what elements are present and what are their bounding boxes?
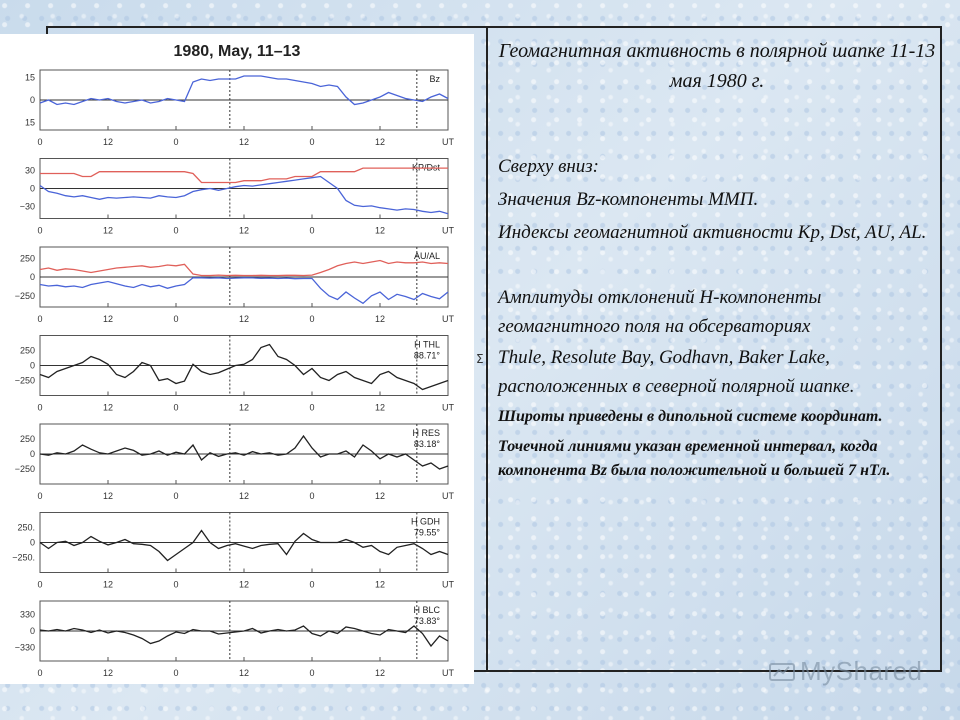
description-item: Точечной линиями указан временной интервал, когда компонента Bz была положительной и большей 7 нТл.: [498, 438, 891, 479]
panel-sublabel: 88.71°: [413, 350, 440, 361]
x-tick-label: 0: [37, 137, 43, 147]
panel-label: H THL: [414, 339, 440, 350]
panel-sublabel: 79.55°: [413, 527, 440, 538]
y-tick-label: 0: [29, 360, 35, 371]
x-tick-label: 12: [238, 314, 250, 324]
x-tick-label: 0: [173, 579, 179, 590]
panel-label: H BLC: [413, 605, 440, 615]
x-tick-label: UT: [442, 491, 454, 501]
description-item: Сверху вниз:: [498, 156, 600, 177]
x-tick-label: 0: [173, 491, 179, 501]
y-tick-label: 250: [19, 345, 35, 356]
y-tick-label: 330: [19, 609, 35, 620]
y-tick-label: 0: [29, 183, 35, 194]
panel-label: KP/Dst: [411, 162, 440, 173]
panel-label: H GDH: [411, 516, 440, 527]
y-tick-label: 250: [19, 434, 35, 444]
description-item: Амплитуды отклонений H-компоненты геомагнитного поля на обсерваториях: [498, 287, 822, 337]
x-tick-label: 12: [102, 137, 114, 147]
y-tick-label: −250: [14, 375, 35, 386]
x-tick-label: 0: [173, 137, 179, 147]
x-tick-label: UT: [442, 668, 454, 678]
x-tick-label: 0: [37, 314, 43, 324]
x-tick-label: 12: [102, 314, 114, 324]
description-item: Широты приведены в дипольной системе координат.: [498, 408, 883, 425]
column-divider: [486, 26, 488, 672]
description-item: Индексы геомагнитной активности Kp, Dst, AU, AL.: [498, 222, 927, 243]
x-tick-label: 12: [374, 668, 386, 678]
y-tick-label: 250: [19, 253, 35, 264]
x-tick-label: 12: [102, 668, 114, 678]
presentation-icon: [768, 658, 796, 686]
x-tick-label: 0: [309, 402, 315, 413]
x-tick-label: 12: [374, 579, 386, 590]
x-tick-label: 12: [102, 225, 114, 236]
x-tick-label: 0: [37, 402, 43, 413]
panel-sublabel: 73.83°: [413, 616, 440, 626]
x-tick-label: 0: [173, 402, 179, 413]
panel-sublabel: 83.18°: [413, 439, 440, 449]
series-line: [40, 531, 448, 561]
x-tick-label: 12: [374, 225, 386, 236]
x-tick-label: 12: [102, 491, 114, 501]
x-tick-label: 0: [37, 225, 43, 236]
x-tick-label: 12: [374, 491, 386, 501]
y-tick-label: 0: [29, 537, 35, 548]
x-tick-label: UT: [442, 402, 454, 413]
x-tick-label: UT: [442, 137, 454, 147]
x-tick-label: UT: [442, 314, 454, 324]
geomagnetic-chart: [0, 34, 474, 684]
description-item: Значения Bz-компоненты ММП.: [498, 189, 759, 210]
y-tick-label: −30: [19, 201, 35, 212]
description-item: Thule, Resolute Bay, Godhavn, Baker Lake, расположенных в северной полярной шапке.: [498, 347, 855, 397]
x-tick-label: 0: [309, 225, 315, 236]
x-tick-label: 12: [374, 402, 386, 413]
sigma-marker: Σ: [476, 352, 484, 366]
x-tick-label: 12: [102, 579, 114, 590]
x-tick-label: 0: [309, 491, 315, 501]
x-tick-label: 12: [102, 402, 114, 413]
x-tick-label: 12: [238, 402, 250, 413]
x-tick-label: 0: [37, 668, 43, 678]
series-line: [40, 345, 448, 390]
y-tick-label: −250: [14, 290, 35, 301]
x-tick-label: UT: [442, 579, 454, 590]
chart-panel: [0, 34, 474, 684]
y-tick-label: 15: [24, 117, 35, 128]
x-tick-label: UT: [442, 225, 454, 236]
x-tick-label: 0: [173, 668, 179, 678]
x-tick-label: 12: [238, 579, 250, 590]
panel-label: AU/AL: [413, 251, 440, 261]
y-tick-label: 0: [29, 449, 35, 459]
chart-title: 1980, May, 11–13: [173, 43, 301, 60]
x-tick-label: 12: [238, 225, 250, 236]
x-tick-label: 12: [238, 491, 250, 501]
series-line: [40, 626, 448, 646]
panel-label: H RES: [412, 428, 440, 438]
description-list: [498, 152, 936, 483]
y-tick-label: −250.: [12, 552, 35, 563]
series-line: [40, 436, 448, 469]
x-tick-label: 12: [374, 137, 386, 147]
y-tick-label: 15: [24, 72, 35, 83]
x-tick-label: 12: [238, 668, 250, 678]
series-line: [40, 261, 448, 276]
x-tick-label: 0: [309, 668, 315, 678]
panel-label: Bz: [429, 74, 440, 84]
text-panel: [498, 36, 936, 483]
slide-title: Геомагнитная активность в полярной шапке 11-13 мая 1980 г.: [498, 40, 936, 92]
x-tick-label: 12: [238, 137, 250, 147]
x-tick-label: 0: [37, 579, 43, 590]
x-tick-label: 0: [309, 579, 315, 590]
series-line: [40, 168, 448, 182]
x-tick-label: 0: [309, 314, 315, 324]
y-tick-label: 0: [29, 626, 35, 636]
y-tick-label: −330: [14, 642, 35, 653]
x-tick-label: 0: [309, 137, 315, 147]
series-line: [40, 278, 448, 304]
x-tick-label: 0: [173, 314, 179, 324]
series-line: [40, 177, 448, 214]
y-tick-label: 0: [29, 95, 35, 105]
x-tick-label: 0: [37, 491, 43, 501]
watermark-text: MyShared: [800, 656, 923, 686]
y-tick-label: 30: [24, 165, 35, 176]
x-tick-label: 0: [173, 225, 179, 236]
y-tick-label: 0: [29, 272, 35, 282]
x-tick-label: 12: [374, 314, 386, 324]
y-tick-label: −250: [14, 464, 35, 474]
y-tick-label: 250.: [17, 522, 35, 533]
